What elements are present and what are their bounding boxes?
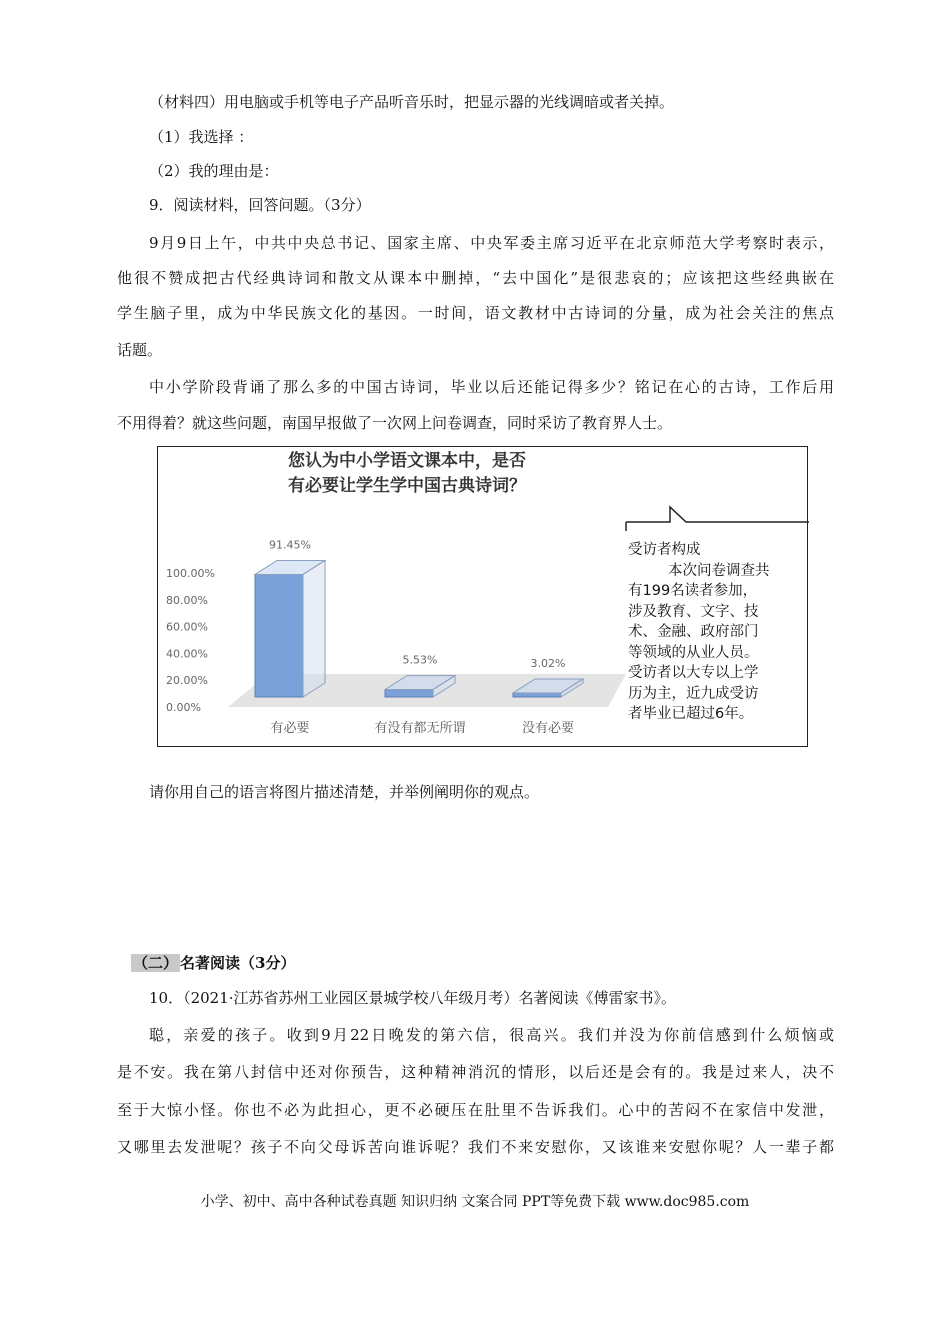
note-line: 历为主，近九成受访 <box>628 685 759 702</box>
section-heading <box>131 953 295 973</box>
reading-line: 又哪里去发泄呢？孩子不向父母诉苦向谁诉呢？我们不来安慰你，又该谁来安慰你呢？人一辈子都 <box>117 1138 834 1156</box>
bar-value-label: 3.02% <box>530 656 566 670</box>
y-tick-label: 0.00% <box>166 701 201 714</box>
y-tick-label: 80.00% <box>166 593 208 607</box>
category-label: 有没有都无所谓 <box>374 721 466 736</box>
paragraph-line: 他很不赞成把古代经典诗词和散文从课本中删掉，“去中国化”是很悲哀的；应该把这些经典嵌在 <box>117 269 834 287</box>
paragraph-line: 话题。 <box>117 341 163 359</box>
paragraph-line: 学生脑子里，成为中华民族文化的基因。一时间，语文教材中古诗词的分量，成为社会关注的焦点 <box>117 304 834 322</box>
reading-line: 是不安。我在第八封信中还对你预告，这种精神消沉的情形，以后还是会有的。我是过来人，决不 <box>117 1063 834 1081</box>
category-label: 没有必要 <box>521 721 575 736</box>
note-heading: 受访者构成 <box>628 542 701 558</box>
bar <box>255 560 325 697</box>
chart-title-line-2: 有必要让学生学中国古典诗词？ <box>288 476 526 496</box>
category-label: 有必要 <box>270 721 310 736</box>
bar-value-label: 5.53% <box>402 653 438 667</box>
note-callout-outline <box>626 507 809 522</box>
question-prompt: 请你用自己的语言将图片描述清楚，并举例阐明你的观点。 <box>149 783 540 801</box>
chart-title-line-1: 您认为中小学语文课本中，是否 <box>288 451 526 471</box>
paragraph-line: 9月9日上午，中共中央总书记、国家主席、中央军委主席习近平在北京师范大学考察时表示， <box>149 234 834 252</box>
reading-line: 至于大惊小怪。你也不必为此担心，更不必硬压在肚里不告诉我们。心中的苦闷不在家信中发泄， <box>117 1101 834 1119</box>
y-tick-label: 20.00% <box>166 674 208 688</box>
bar-side <box>303 560 325 697</box>
question-10-heading: 10．（2021·江苏省苏州工业园区景城学校八年级月考）名著阅读《傅雷家书》。 <box>149 989 677 1007</box>
note-line: 涉及教育、文字、技 <box>628 603 759 620</box>
material-four-line: （材料四）用电脑或手机等电子产品听音乐时，把显示器的光线调暗或者关掉。 <box>149 93 675 111</box>
note-line: 受访者以大专以上学 <box>628 665 759 681</box>
section-title: 名著阅读（3分） <box>180 954 296 972</box>
page-footer: 小学、初中、高中各种试卷真题 知识归纳 文案合同 PPT等免费下载 www.doc985.com <box>200 1194 750 1210</box>
note-line: 本次问卷调查共 <box>668 562 770 579</box>
bar-value-label: 91.45% <box>269 538 311 552</box>
respondents-note <box>628 540 804 725</box>
bar-front <box>513 693 561 697</box>
survey-figure <box>157 446 808 747</box>
note-line: 术、金融、政府部门 <box>628 624 759 640</box>
bar-front <box>255 574 303 697</box>
note-line: 等领域的从业人员。 <box>628 644 759 661</box>
paragraph-line: 不用得着？就这些问题，南国早报做了一次网上问卷调查，同时采访了教育界人士。 <box>117 414 673 432</box>
section-number: （二） <box>133 954 179 972</box>
reason-line: （2）我的理由是： <box>149 162 279 180</box>
y-tick-label: 60.00% <box>166 620 208 634</box>
bar-front <box>385 690 433 697</box>
y-tick-label: 40.00% <box>166 647 208 661</box>
note-line: 者毕业已超过6年。 <box>628 706 754 722</box>
choice-line: （1）我选择 ： <box>149 128 254 146</box>
question-9-heading: 9．阅读材料，回答问题。（3分） <box>149 196 371 214</box>
reading-line: 聪，亲爱的孩子。收到9月22日晚发的第六信，很高兴。我们并没为你前信感到什么烦恼或 <box>149 1026 834 1044</box>
note-line: 有199名读者参加， <box>628 583 758 599</box>
paragraph-line: 中小学阶段背诵了那么多的中国古诗词，毕业以后还能记得多少？铭记在心的古诗，工作后用 <box>149 378 834 396</box>
y-tick-label: 100.00% <box>166 567 215 580</box>
